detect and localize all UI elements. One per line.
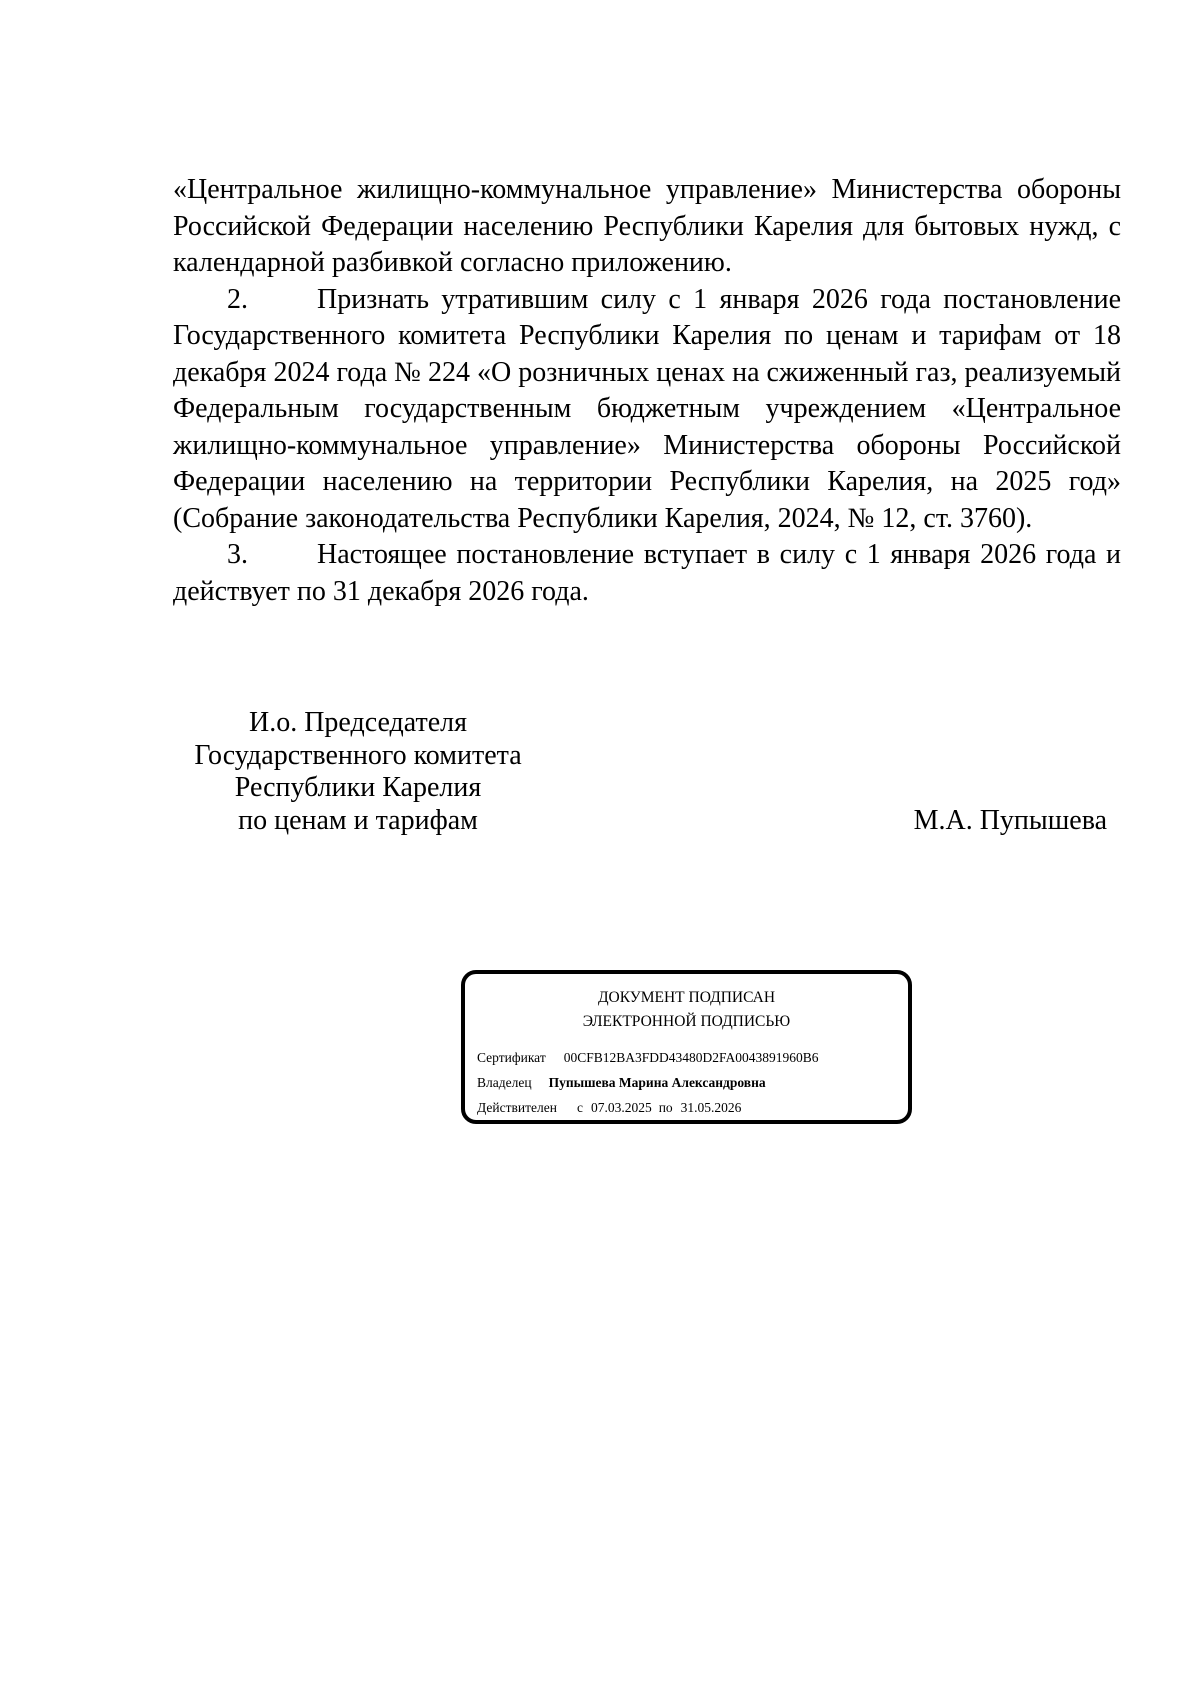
esig-valid-to-prefix: по (658, 1100, 673, 1115)
esig-valid-to: 31.05.2026 (680, 1100, 742, 1115)
position-line: по ценам и тарифам (238, 804, 478, 836)
clause-number: 3. (227, 539, 248, 570)
esig-valid-label: Действителен (477, 1100, 557, 1115)
document-body (173, 172, 1121, 610)
esig-certificate-label: Сертификат (477, 1050, 546, 1065)
position-line: Республики Карелия (234, 772, 482, 803)
clause-text: Признать утратившим силу с 1 января 2026 года постановление Государственного комитета Республики Карелия по ценам и тарифам от 18 декабря 2024 года № 224 «О розничных ценах на сжиженный газ, реализуемый Федеральным государственным бюджетным учреждением «Центральное жилищно-коммунальное управление» Министерства обороны Российской Федерации населению на территории Республики Карелия, на 2025 год» (Собрание законодательства Республики Карелия, 2024, № 12, ст. 3760). (173, 283, 1121, 534)
esig-title-line: ЭЛЕКТРОННОЙ ПОДПИСЬЮ (582, 1013, 791, 1030)
esig-title-line: ДОКУМЕНТ ПОДПИСАН (597, 989, 776, 1006)
esig-valid-from-prefix: с (576, 1100, 583, 1115)
esig-certificate-row (477, 1050, 819, 1066)
esig-owner-row (477, 1075, 766, 1091)
esig-title (465, 986, 908, 1034)
clause-3 (173, 537, 1121, 610)
signer-position (183, 707, 533, 837)
esig-validity-row (477, 1100, 741, 1116)
position-line: Государственного комитета (194, 739, 522, 771)
body-paragraph: «Центральное жилищно-коммунальное управление» Министерства обороны Российской Федерации населению Республики Карелия для бытовых нужд, с календарной разбивкой согласно приложению. (173, 174, 1121, 278)
clause-number: 2. (227, 283, 248, 315)
electronic-signature-stamp (461, 970, 912, 1124)
clause-2 (173, 282, 1121, 538)
position-line: И.о. Председателя (248, 707, 468, 738)
clause-text: Настоящее постановление вступает в силу с 1 января 2026 года и действует по 31 декабря 2026 года. (173, 539, 1121, 607)
esig-owner-label: Владелец (477, 1075, 532, 1090)
esig-valid-from: 07.03.2025 (590, 1100, 652, 1115)
signer-name: М.А. Пупышева (913, 805, 1107, 836)
esig-certificate-value: 00CFB12BA3FDD43480D2FA0043891960B6 (563, 1050, 819, 1065)
esig-owner-value: Пупышева Марина Александровна (548, 1075, 766, 1090)
